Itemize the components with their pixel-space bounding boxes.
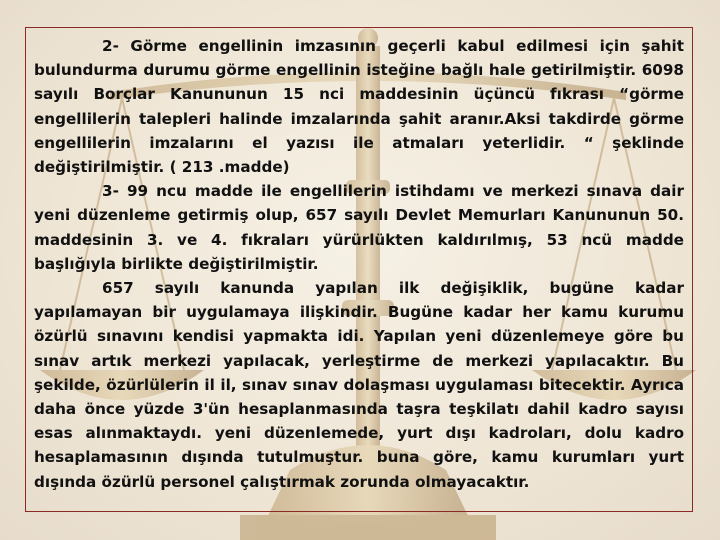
body-text xyxy=(34,34,684,494)
paragraph-1: 2- Görme engellinin imzasının geçerli kabul edilmesi için şahit bulundurma durumu görme engellinin isteğine bağlı hale getirilmiştir. 6098 sayılı Borçlar Kanununun 15 nci maddesinin üçüncü fıkrası “görme engellilerin talepleri halinde imzalarında şahit aranır.Aksi takdirde görme engellilerin imzalarını el yazısı ile atmaları yeterlidir. “ şeklinde değiştirilmiştir. ( 213 .madde) xyxy=(34,37,684,177)
paragraph-3: 657 sayılı kanunda yapılan ilk değişiklik, bugüne kadar yapılamayan bir uygulamaya ilişkindir. Bugüne kadar her kamu kurumu özürlü sınavını kendisi yapmakta idi. Yapılan yeni düzenlemeye göre bu sınav artık merkezi yapılacak, yerleştirme de merkezi yapılacaktır. Bu şekilde, özürlülerin il il, sınav sınav dolaşması uygulaması bitecektir. Ayrıca daha önce yüzde 3'ün hesaplanmasında taşra teşkilatı dahil kadro sayısı esas alınmaktaydı. yeni düzenlemede, yurt dışı kadroları, dolu kadro hesaplamasının dışında tutulmuştur. buna göre, kamu kurumları yurt dışında özürlü personel çalıştırmak zorunda olmayacaktır. xyxy=(34,279,684,491)
paragraph-2: 3- 99 ncu madde ile engellilerin istihdamı ve merkezi sınava dair yeni düzenleme getirmiş olup, 657 sayılı Devlet Memurları Kanununun 50. maddesinin 3. ve 4. fıkraları yürürlükten kaldırılmış, 53 ncü madde başlığıyla birlikte değiştirilmiştir. xyxy=(34,182,684,273)
